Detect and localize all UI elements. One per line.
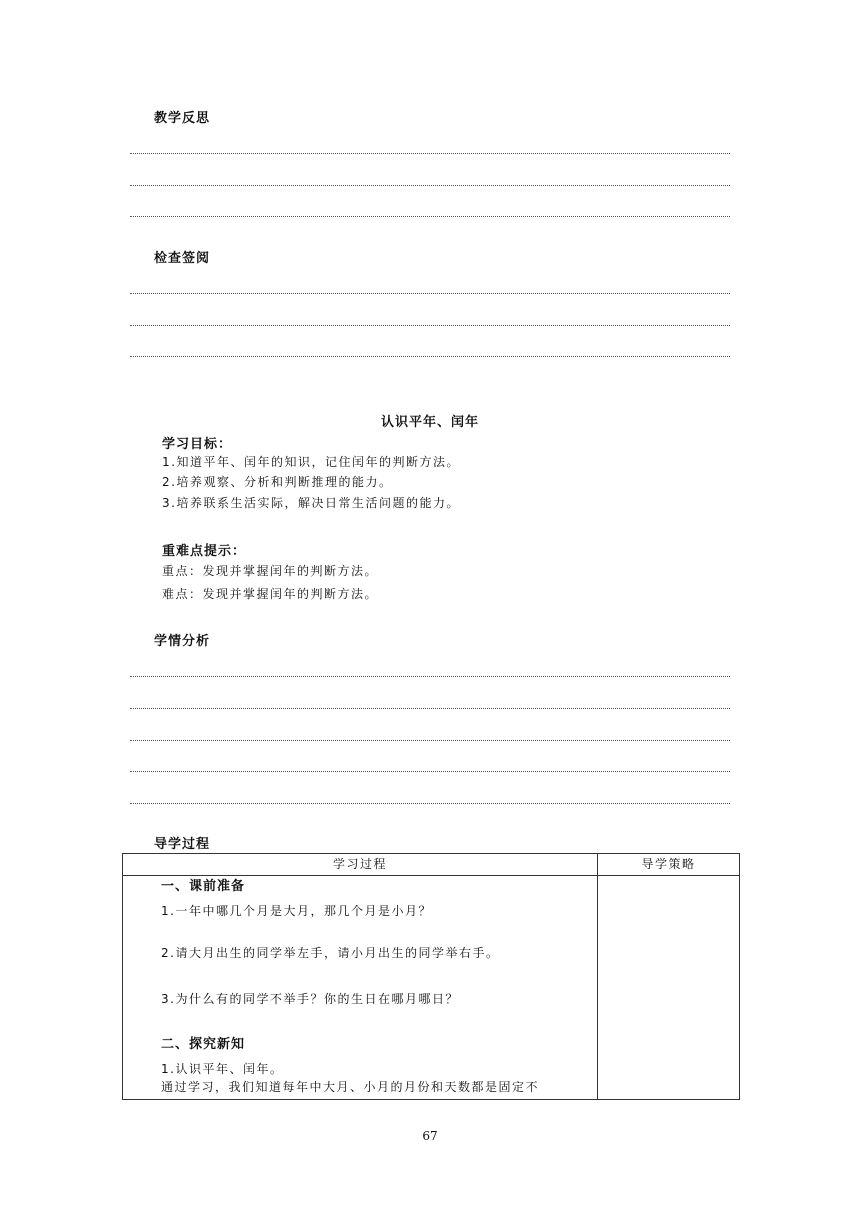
review-heading: 检查签阅 (154, 251, 211, 266)
section-title-explore: 二、探究新知 (161, 1037, 246, 1052)
analysis-line-5 (130, 803, 730, 804)
keypoint-item: 难点：发现并掌握闰年的判断方法。 (162, 587, 379, 601)
guide-heading: 导学过程 (154, 837, 211, 852)
lesson-title: 认识平年、闰年 (380, 415, 479, 430)
objective-item: 2.培养观察、分析和判断推理的能力。 (162, 475, 393, 489)
review-line-3 (130, 356, 730, 357)
objectives-heading: 学习目标： (162, 437, 233, 452)
table-header-row (123, 854, 740, 876)
prep-item: 1.一年中哪几个月是大月，那几个月是小月？ (161, 904, 432, 918)
analysis-line-2 (130, 708, 730, 709)
objective-item: 3.培养联系生活实际，解决日常生活问题的能力。 (162, 496, 460, 510)
analysis-heading: 学情分析 (154, 634, 211, 649)
process-cell (123, 876, 598, 1100)
section-title-prep: 一、课前准备 (161, 879, 246, 894)
reflection-heading: 教学反思 (154, 111, 211, 126)
reflection-line-2 (130, 185, 730, 186)
explore-item: 1.认识平年、闰年。 (161, 1062, 284, 1076)
guide-table (122, 853, 740, 1100)
reflection-line-1 (130, 153, 730, 154)
review-line-1 (130, 293, 730, 294)
keypoints-heading: 重难点提示： (162, 544, 247, 559)
page-number: 67 (422, 1129, 438, 1143)
prep-item: 2.请大月出生的同学举左手，请小月出生的同学举右手。 (161, 946, 500, 960)
table-row (123, 876, 740, 1100)
strategy-cell (598, 876, 740, 1100)
column-header-process: 学习过程 (123, 854, 598, 876)
prep-item: 3.为什么有的同学不举手？你的生日在哪月哪日？ (161, 992, 459, 1006)
analysis-line-4 (130, 771, 730, 772)
analysis-line-1 (130, 676, 730, 677)
keypoint-item: 重点：发现并掌握闰年的判断方法。 (162, 564, 379, 578)
analysis-line-3 (130, 740, 730, 741)
explore-item: 通过学习，我们知道每年中大月、小月的月份和天数都是固定不 (161, 1080, 540, 1094)
objective-item: 1.知道平年、闰年的知识，记住闰年的判断方法。 (162, 455, 460, 469)
reflection-line-3 (130, 216, 730, 217)
review-line-2 (130, 325, 730, 326)
column-header-strategy: 导学策略 (598, 854, 740, 876)
